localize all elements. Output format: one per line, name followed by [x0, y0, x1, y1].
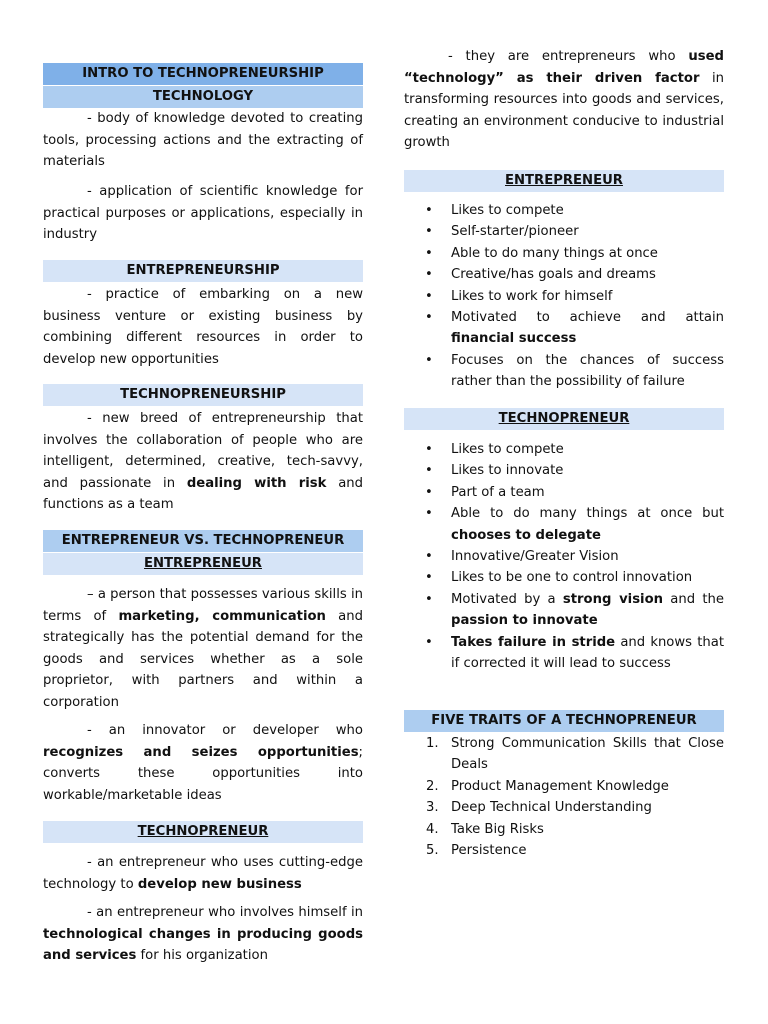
heading-entrepreneurship: ENTREPRENEURSHIP — [43, 260, 363, 282]
list-item-text: and the — [663, 591, 725, 607]
list-item-text: and knows that if corrected it will lead to success — [451, 634, 724, 672]
list-item-emphasis: passion to innovate — [451, 613, 598, 629]
heading-entrepreneur-left: ENTREPRENEUR — [43, 553, 363, 575]
list-item-text: Strong Communication Skills that Close Deals — [451, 736, 724, 773]
list-item-text: Motivated to achieve and attain — [451, 310, 724, 326]
heading-technopreneur-left: TECHNOPRENEUR — [43, 821, 363, 843]
list-item-text: Likes to work for himself — [451, 288, 613, 304]
technology-definition-1: - body of knowledge devoted to creating tools, processing actions and the extracting of materials — [43, 111, 363, 170]
five-trait-item — [404, 733, 724, 776]
entrepreneur-trait-item — [404, 307, 724, 350]
list-item-text: Self-starter/pioneer — [451, 224, 579, 240]
technopreneur-definition-2: - an entrepreneur who involves himself in technological changes in producing goods and services for his organization — [43, 905, 363, 964]
heading-entrepreneur-right: ENTREPRENEUR — [404, 170, 724, 192]
list-item-text: Creative/has goals and dreams — [451, 267, 656, 283]
entrepreneur-trait-item — [404, 264, 724, 285]
list-item-text: Able to do many things at once but — [451, 506, 724, 522]
entrepreneur-trait-item — [404, 221, 724, 242]
list-item-text: Product Management Knowledge — [451, 778, 669, 794]
list-item-text: Part of a team — [451, 484, 545, 500]
technopreneur-trait-item — [404, 589, 724, 632]
list-item-number: 2. — [426, 778, 439, 794]
list-item-text: Take Big Risks — [451, 821, 544, 837]
list-item-text: Likes to be one to control innovation — [451, 570, 693, 586]
list-item-text: Innovative/Greater Vision — [451, 549, 619, 565]
technopreneur-trait-item — [404, 546, 724, 567]
five-trait-item — [404, 776, 724, 797]
list-item-emphasis: financial success — [451, 331, 577, 347]
list-item-text: Deep Technical Understanding — [451, 800, 652, 816]
list-item-text: Focuses on the chances of success rather than the possibility of failure — [451, 352, 724, 390]
list-item-number: 4. — [426, 821, 439, 837]
five-trait-item — [404, 819, 724, 840]
list-item-number: 5. — [426, 843, 439, 859]
technology-definition-2: - application of scientific knowledge for practical purposes or applications, especially in industry — [43, 184, 363, 243]
five-trait-item — [404, 797, 724, 818]
technopreneurship-definition: - new breed of entrepreneurship that involves the collaboration of people who are intelligent, determined, creative, tech-savvy, and passionate in dealing with risk and functions as a team — [43, 411, 363, 513]
list-item-text: Likes to compete — [451, 203, 564, 218]
heading-five-traits: FIVE TRAITS OF A TECHNOPRENEUR — [404, 710, 724, 732]
list-item-emphasis: chooses to delegate — [451, 527, 601, 543]
heading-technopreneurship: TECHNOPRENEURSHIP — [43, 384, 363, 406]
entrepreneur-definition-2: - an innovator or developer who recognizes and seizes opportunities; converts these opportunities into workable/marketable ideas — [43, 723, 363, 803]
list-item-text: Motivated by a — [451, 591, 563, 607]
five-trait-item — [404, 840, 724, 861]
technopreneur-trait-item — [404, 460, 724, 481]
heading-intro-technopreneurship: INTRO TO TECHNOPRENEURSHIP — [43, 63, 363, 85]
entrepreneur-definition-1: – a person that possesses various skills in terms of marketing, communication and strategically has the potential demand for the goods and services whether as a sole proprietor, with partners and within a corporation — [43, 587, 363, 710]
heading-entrepreneur-vs-technopreneur: ENTREPRENEUR VS. TECHNOPRENEUR — [43, 530, 363, 552]
entrepreneur-trait-item — [404, 350, 724, 393]
technopreneur-trait-item — [404, 439, 724, 460]
entrepreneur-trait-item — [404, 286, 724, 307]
technopreneur-trait-item — [404, 482, 724, 503]
technopreneur-trait-item — [404, 632, 724, 675]
list-item-text: Likes to innovate — [451, 463, 564, 479]
list-item-number: 1. — [426, 736, 439, 751]
heading-technology: TECHNOLOGY — [43, 86, 363, 108]
heading-technopreneur-right: TECHNOPRENEUR — [404, 408, 724, 430]
list-item-number: 3. — [426, 800, 439, 816]
entrepreneur-trait-item — [404, 200, 724, 221]
list-item-text: Persistence — [451, 843, 527, 859]
list-item-emphasis: strong vision — [562, 591, 664, 607]
technopreneur-definition-1: - an entrepreneur who uses cutting-edge technology to develop new business — [43, 855, 363, 892]
technopreneur-traits-list — [404, 439, 724, 674]
entrepreneurship-definition: - practice of embarking on a new business venture or existing business by combining different resources in order to develop new opportunities — [43, 287, 363, 367]
technopreneur-definition-3: - they are entrepreneurs who used “technology” as their driven factor in transforming resources into goods and services, creating an environment conducive to industrial growth — [404, 49, 725, 151]
entrepreneur-traits-list — [404, 200, 724, 393]
five-traits-list — [404, 733, 724, 861]
entrepreneur-trait-item — [404, 243, 724, 264]
technopreneur-trait-item — [404, 503, 724, 546]
list-item-text: Likes to compete — [451, 442, 564, 457]
technopreneur-trait-item — [404, 567, 724, 588]
list-item-emphasis: Takes failure in stride — [451, 634, 616, 650]
list-item-text: Able to do many things at once — [451, 245, 658, 261]
